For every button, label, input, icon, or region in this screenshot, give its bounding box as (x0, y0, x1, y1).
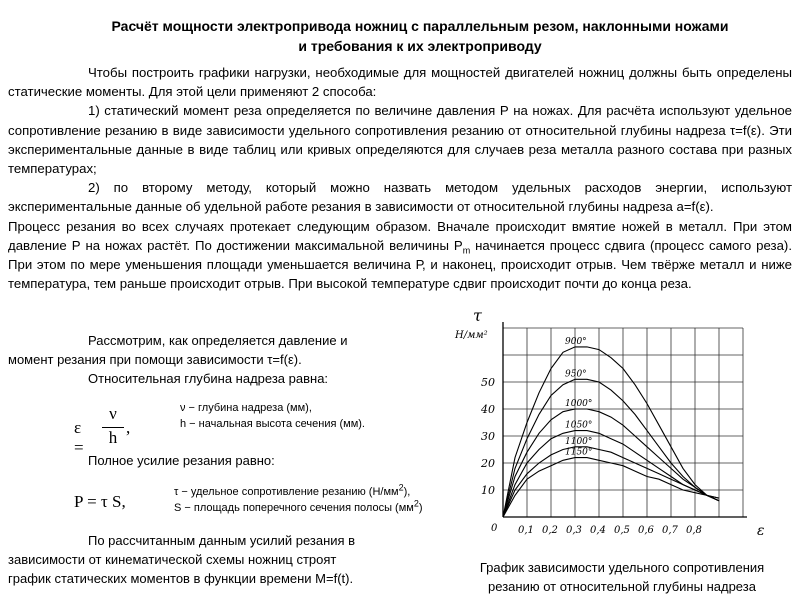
y-tick-label: 20 (481, 457, 495, 470)
x-tick-label: 0,2 (542, 525, 558, 536)
epsilon-numerator: ν (109, 404, 117, 423)
consider-text (8, 331, 408, 388)
relative-depth-label: Относительная глубина надреза равна: (88, 371, 329, 386)
calc-line-2: зависимости от кинематической схемы ножниц строят (8, 552, 337, 567)
title-line-1: Расчёт мощности электропривода ножниц с параллельным резом, наклонными ножами (111, 18, 729, 34)
epsilon-legend (180, 400, 365, 432)
page-title (40, 16, 800, 56)
calc-text (8, 531, 433, 588)
force-legend-tau: τ − удельное сопротивление резанию $(Н/мм^2)$, (174, 482, 411, 498)
origin-label: 0 (491, 523, 498, 534)
series-label-3: 1050° (565, 420, 593, 431)
series-label-5: 1150° (565, 447, 593, 458)
x-tick-label: 0,3 (566, 525, 582, 536)
x-tick-label: 0,1 (518, 525, 534, 536)
x-tick-label: 0,8 (686, 525, 702, 536)
consider-line-2: момент резания при помощи зависимости τ=f(ε). (8, 352, 302, 367)
consider-line-1: Рассмотрим, как определяется давление и (88, 333, 348, 348)
y-tick-label: 50 (481, 376, 495, 389)
title-line-2: и требования к их электроприводу (298, 38, 542, 54)
intro-text (8, 63, 792, 293)
x-tick-label: 0,7 (662, 525, 678, 536)
calc-line-3: график статических моментов в функции времени М=f(t). (8, 571, 354, 586)
x-tick-label: 0,5 (614, 525, 630, 536)
series-label-2: 1000° (565, 399, 593, 409)
epsilon-legend-h: h − начальная высота сечения (мм). (180, 418, 365, 430)
epsilon-comma: , (126, 418, 131, 437)
epsilon-legend-nu: ν − глубина надреза (мм), (180, 402, 312, 414)
y-tick-label: 10 (481, 484, 495, 497)
series-label-4: 1100° (565, 436, 593, 447)
x-axis-label: ε (757, 523, 765, 539)
x-tick-label: 0,4 (590, 525, 606, 536)
y-tick-label: 30 (481, 430, 495, 443)
caption-line-1: График зависимости удельного сопротивления (479, 560, 765, 575)
paragraph-methods: Чтобы построить графики нагрузки, необходимые для мощностей двигателей ножниц должны быть определены статические моменты. Для этой цели применяют 2 способа: (8, 65, 792, 100)
chart-axes (503, 322, 747, 517)
series-line-0 (503, 347, 719, 517)
paragraph-method-1: 1) статический момент реза определяется по величине давления Р на ножах. Для расчёта используют удельное сопротивление резанию в виде зависимости удельного сопротивления резанию от относительной глубины надреза τ=f(ε). Эти экспериментальные данные в виде таблиц или кривых определяются для случаев реза металла разного состава при разных температурах; (8, 103, 792, 177)
y-tick-label: 40 (481, 403, 495, 416)
chart-caption (448, 558, 796, 596)
paragraph-method-2: 2) по второму методу, который можно назвать методом удельных расходов энергии, используют экспериментальные данные об удельной работе резания в зависимости от относительной глубины надреза а=f(ε). (8, 180, 792, 215)
chart-curves (503, 347, 719, 517)
total-force-label: Полное усилие резания равно: (88, 453, 275, 468)
series-label-1: 950° (565, 369, 587, 380)
force-formula: P = τ S, (74, 492, 126, 511)
chart-labels (454, 306, 765, 539)
calc-line-1: По рассчитанным данным усилий резания в (88, 533, 356, 548)
chart-grid (503, 328, 743, 517)
paragraph-process: Процесс резания во всех случаях протекает следующим образом. Вначале происходит вмятие ножей в металл. При этом давление Р на ножах растёт. По достижении максимальной величины $Р_m$ начинается процесс сдвига (процесс самого реза). При этом по мере уменьшения площади уменьшается величина Р, и наконец, происходит отрыв. Чем твёрже металл и ниже температура, тем раньше происходит отрыв. При высокой температуре сдвиг происходит почти до конца реза. (8, 218, 792, 292)
y-axis-label: τ (473, 306, 482, 325)
y-axis-unit: Н/мм² (455, 330, 488, 341)
tau-epsilon-chart (440, 305, 800, 560)
epsilon-lhs: ε = (74, 418, 84, 457)
x-tick-label: 0,6 (638, 525, 654, 536)
series-label-0: 900° (565, 336, 587, 347)
caption-line-2: резанию от относительной глубины надреза (488, 579, 756, 594)
force-legend-s: S − площадь поперечного сечения полосы $(мм^2)$ (174, 498, 423, 514)
series-line-1 (503, 379, 719, 517)
force-legend (174, 484, 423, 516)
epsilon-denominator: h (108, 428, 118, 447)
